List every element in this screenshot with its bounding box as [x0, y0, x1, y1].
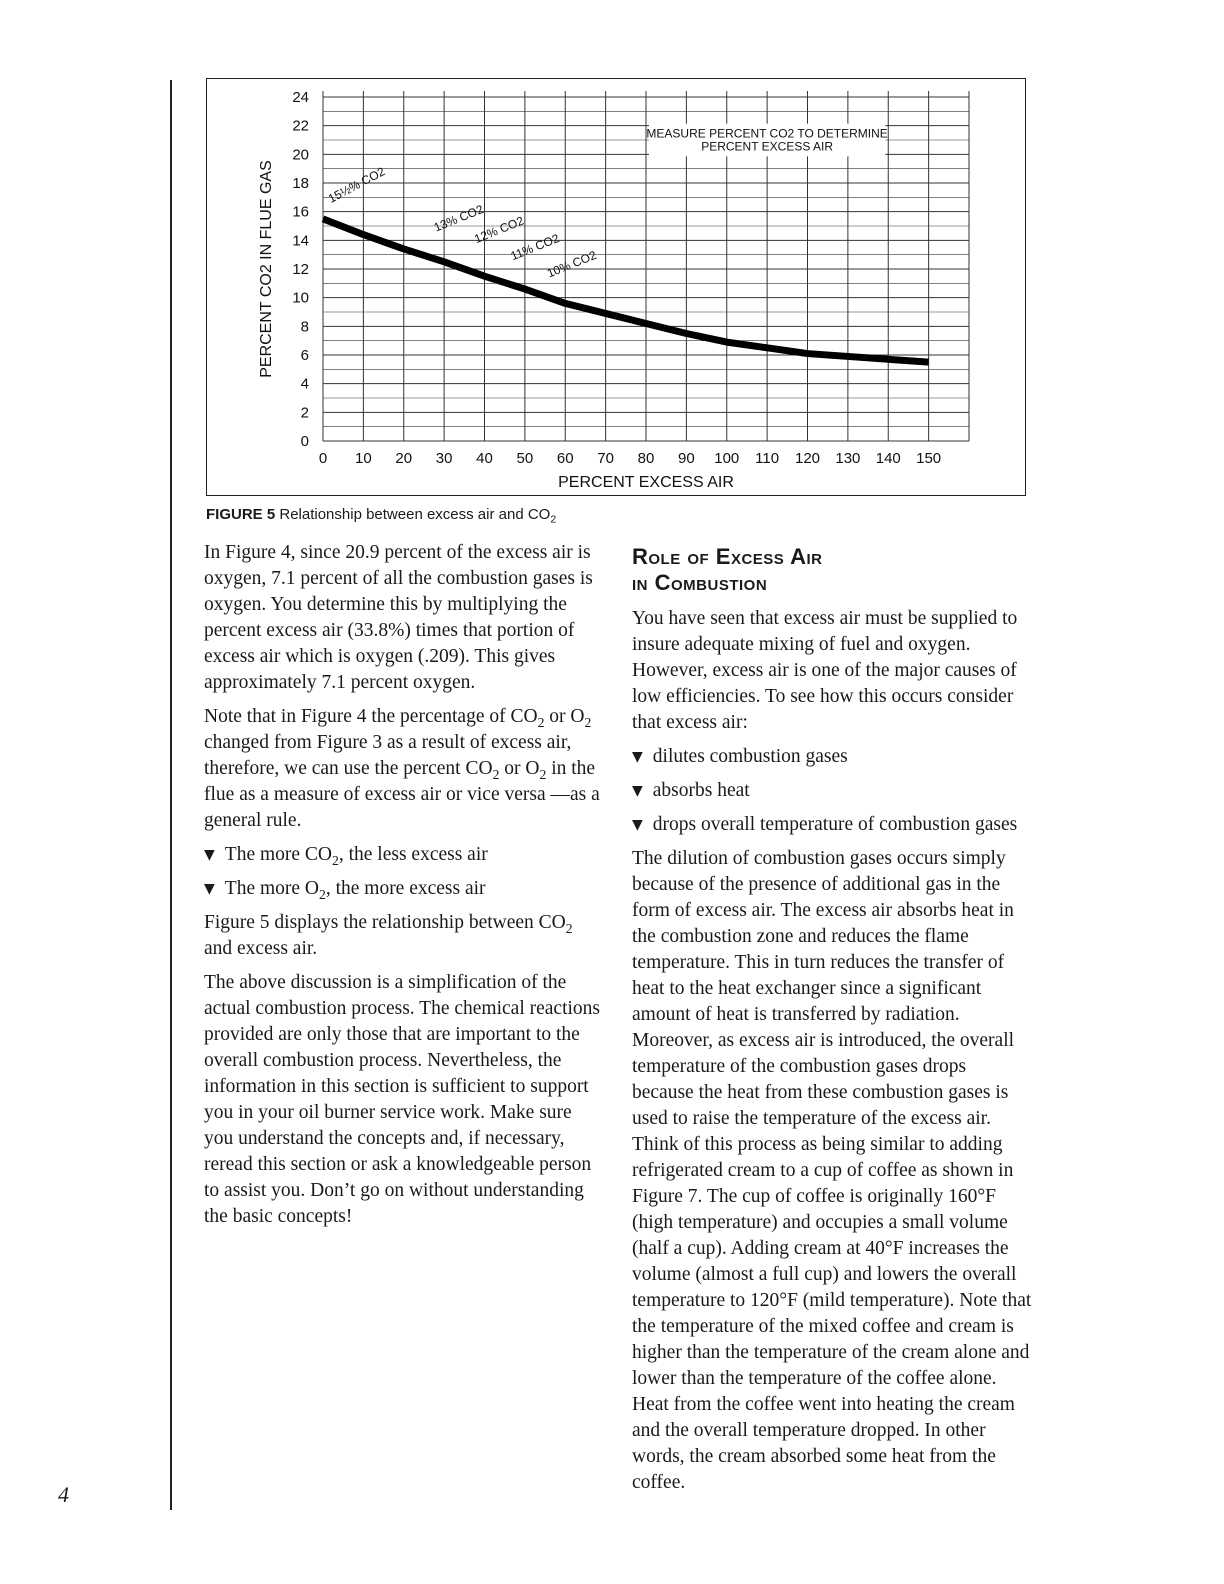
curve-label: 15½% CO2: [325, 164, 388, 206]
triangle-bullet-icon: ▼: [204, 847, 215, 863]
curve-label: 12% CO2: [472, 213, 526, 246]
y-tick-label: 16: [292, 203, 309, 221]
paragraph: The dilution of combustion gases occurs simply because of the presence of additional gas in the form of excess air. The excess air absorbs heat in the combustion zone and reduces the flame temperature. This in turn reduces the transfer of heat to the heat exchanger since a significant amount of heat is transferred by radiation. Moreover, as excess air is introduced, the overall temperature of the combustion gases drops because the heat from these combustion gases is used to raise the temperature of the excess air. Think of this process as being similar to adding refrigerated cream to a cup of coffee as shown in Figure 7. The cup of coffee is originally 160°F (high temperature) and occupies a small volume (half a cup). Adding cream at 40°F increases the volume (almost a full cup) and lowers the overall temperature to 120°F (mild temperature). Note that the temperature of the mixed coffee and cream is higher than the temperature of the cream alone and lower than the temperature of the coffee alone. Heat from the coffee went into heating the cream and the overall temperature dropped. In other words, the cream absorbed some heat from the coffee.: [632, 848, 1032, 1493]
y-tick-label: 12: [292, 261, 309, 278]
annotation-text: MEASURE PERCENT CO2 TO DETERMINE: [646, 126, 888, 141]
caption-text: Relationship between excess air and CO: [279, 506, 551, 523]
y-tick-label: 14: [292, 232, 309, 250]
y-tick-label: 0: [300, 433, 309, 450]
triangle-bullet-icon: ▼: [632, 749, 643, 765]
x-tick-label: 150: [916, 450, 942, 467]
x-tick-label: 90: [678, 450, 695, 467]
x-tick-label: 70: [597, 450, 614, 467]
y-tick-label: 22: [292, 117, 309, 135]
excess-air-co2-chart: [207, 79, 1027, 497]
y-tick-label: 2: [300, 404, 309, 422]
curve-label: 13% CO2: [431, 202, 486, 235]
figure-5: [206, 78, 1026, 496]
x-tick-label: 120: [794, 450, 821, 467]
left-column: [204, 540, 604, 1238]
y-tick-label: 8: [300, 318, 309, 336]
right-column: [632, 540, 1032, 1504]
page-number: 4: [58, 1482, 69, 1507]
y-axis-label: PERCENT CO2 IN FLUE GAS: [258, 160, 275, 378]
y-tick-label: 24: [292, 89, 309, 106]
paragraph: Note that in Figure 4 the percentage of $CO_2$ or $O_2$ changed from Figure 3 as a result of excess air, therefore, we can use the percent $CO_2$ or $O_2$ in the flue as a measure of excess air or vice versa —as a general rule.: [204, 706, 600, 831]
curve-label: 11% CO2: [508, 231, 562, 264]
list-item: ▼ absorbs heat: [632, 778, 1032, 804]
x-tick-label: 30: [435, 450, 453, 467]
x-tick-label: 40: [476, 450, 493, 467]
paragraph: You have seen that excess air must be supplied to insure adequate mixing of fuel and oxygen. However, excess air is one of the major causes of low efficiencies. To see how this occurs consider that excess air:: [632, 608, 1018, 733]
curve-label: 10% CO2: [544, 247, 599, 281]
x-tick-label: 110: [755, 450, 780, 467]
x-axis-label: PERCENT EXCESS AIR: [558, 474, 734, 491]
triangle-bullet-icon: ▼: [204, 881, 215, 897]
x-tick-label: 100: [714, 450, 740, 467]
x-tick-label: 10: [355, 450, 372, 467]
paragraph: Figure 5 displays the relationship between $CO_2$ and excess air.: [204, 912, 573, 959]
triangle-bullet-icon: ▼: [632, 783, 643, 799]
x-tick-label: 0: [318, 450, 328, 467]
x-tick-label: 20: [395, 450, 413, 467]
x-tick-label: 50: [516, 450, 534, 467]
figure-caption: [206, 506, 557, 526]
list-item: ▼ The more $CO_2$, the less excess air: [204, 844, 488, 868]
x-tick-label: 130: [835, 450, 861, 467]
triangle-bullet-icon: ▼: [632, 817, 643, 833]
annotation-text: PERCENT EXCESS AIR: [701, 139, 834, 154]
list-item: ▼ drops overall temperature of combustion gases: [632, 812, 1032, 838]
section-heading: Role of Excess Air in Combustion: [632, 544, 823, 595]
paragraph: In Figure 4, since 20.9 percent of the excess air is oxygen, 7.1 percent of all the combustion gases is oxygen. You determine this by multiplying the percent excess air (33.8%) times that portion of excess air which is oxygen (.209). This gives approximately 7.1 percent oxygen.: [204, 542, 593, 693]
y-tick-label: 6: [300, 347, 309, 364]
y-tick-label: 4: [300, 375, 309, 393]
paragraph: The above discussion is a simplification of the actual combustion process. The chemical reactions provided are only those that are important to the overall combustion process. Nevertheless, the information in this section is sufficient to support you in your oil burner service work. Make sure you understand the concepts and, if necessary, reread this section or ask a knowledgeable person to assist you. Don’t go on without understanding the basic concepts!: [204, 972, 600, 1227]
list-item: ▼ The more $O_2$, the more excess air: [204, 878, 486, 902]
list-item: ▼ dilutes combustion gases: [632, 744, 1032, 770]
y-tick-label: 20: [292, 146, 309, 164]
x-tick-label: 140: [875, 450, 901, 467]
x-tick-label: 60: [556, 450, 574, 467]
y-tick-label: 10: [292, 289, 309, 307]
margin-rule: [170, 80, 172, 1510]
caption-label: FIGURE 5: [206, 506, 276, 523]
y-tick-label: 18: [292, 175, 309, 192]
caption-sub: 2: [550, 513, 557, 526]
x-tick-label: 80: [637, 450, 655, 467]
